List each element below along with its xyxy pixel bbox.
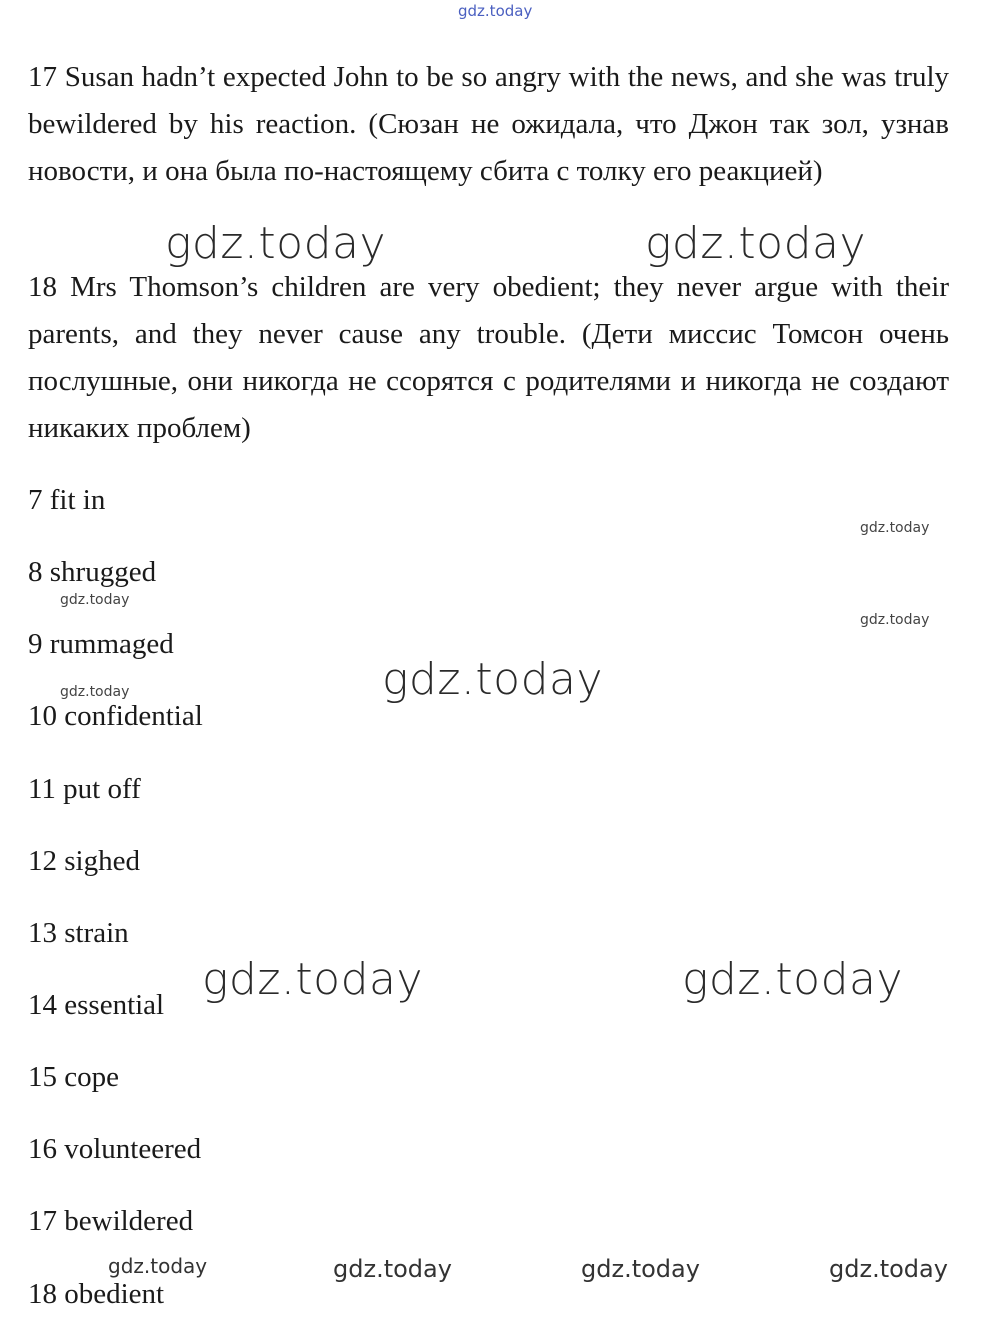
answer-item: 15 cope: [28, 1061, 119, 1093]
answer-item: 16 volunteered: [28, 1133, 202, 1165]
answer-item: 14 essential: [28, 989, 165, 1021]
watermark: gdz.today: [860, 520, 930, 536]
watermark: gdz.today: [860, 612, 930, 628]
watermark: gdz.today: [333, 1255, 452, 1283]
answer-item: 7 fit in: [28, 484, 106, 516]
watermark: gdz.today: [108, 1254, 208, 1278]
watermark: gdz.today: [202, 954, 424, 1005]
watermark: gdz.today: [60, 684, 130, 700]
paragraph-17: 17 Susan hadn’t expected John to be so angry with the news, and she was truly bewildered by his reaction. (Сюзан не ожидала, что Джон так зол, узнав новости, и она была по-настоящему сбита с толку его реакцией): [28, 61, 949, 187]
watermark: gdz.today: [682, 954, 904, 1005]
watermark: gdz.today: [165, 218, 387, 269]
answer-item: 18 obedient: [28, 1278, 165, 1310]
watermark-top: gdz.today: [458, 2, 533, 20]
watermark: gdz.today: [581, 1255, 700, 1283]
watermark: gdz.today: [382, 654, 604, 705]
paragraph-18: 18 Mrs Thomson’s children are very obedient; they never argue with their parents, and they never cause any trouble. (Дети миссис Томсон очень послушные, они никогда не ссорятся с родителями и никогда не создают никаких проблем): [28, 271, 949, 444]
watermark: gdz.today: [829, 1255, 948, 1283]
watermark: gdz.today: [60, 592, 130, 608]
answer-item: 9 rummaged: [28, 628, 174, 660]
answer-item: 12 sighed: [28, 845, 140, 877]
answer-item: 11 put off: [28, 773, 141, 805]
answer-item: 13 strain: [28, 917, 129, 949]
answer-item: 17 bewildered: [28, 1205, 194, 1237]
watermark: gdz.today: [645, 218, 867, 269]
answer-item: 10 confidential: [28, 700, 203, 732]
answer-item: 8 shrugged: [28, 556, 157, 588]
